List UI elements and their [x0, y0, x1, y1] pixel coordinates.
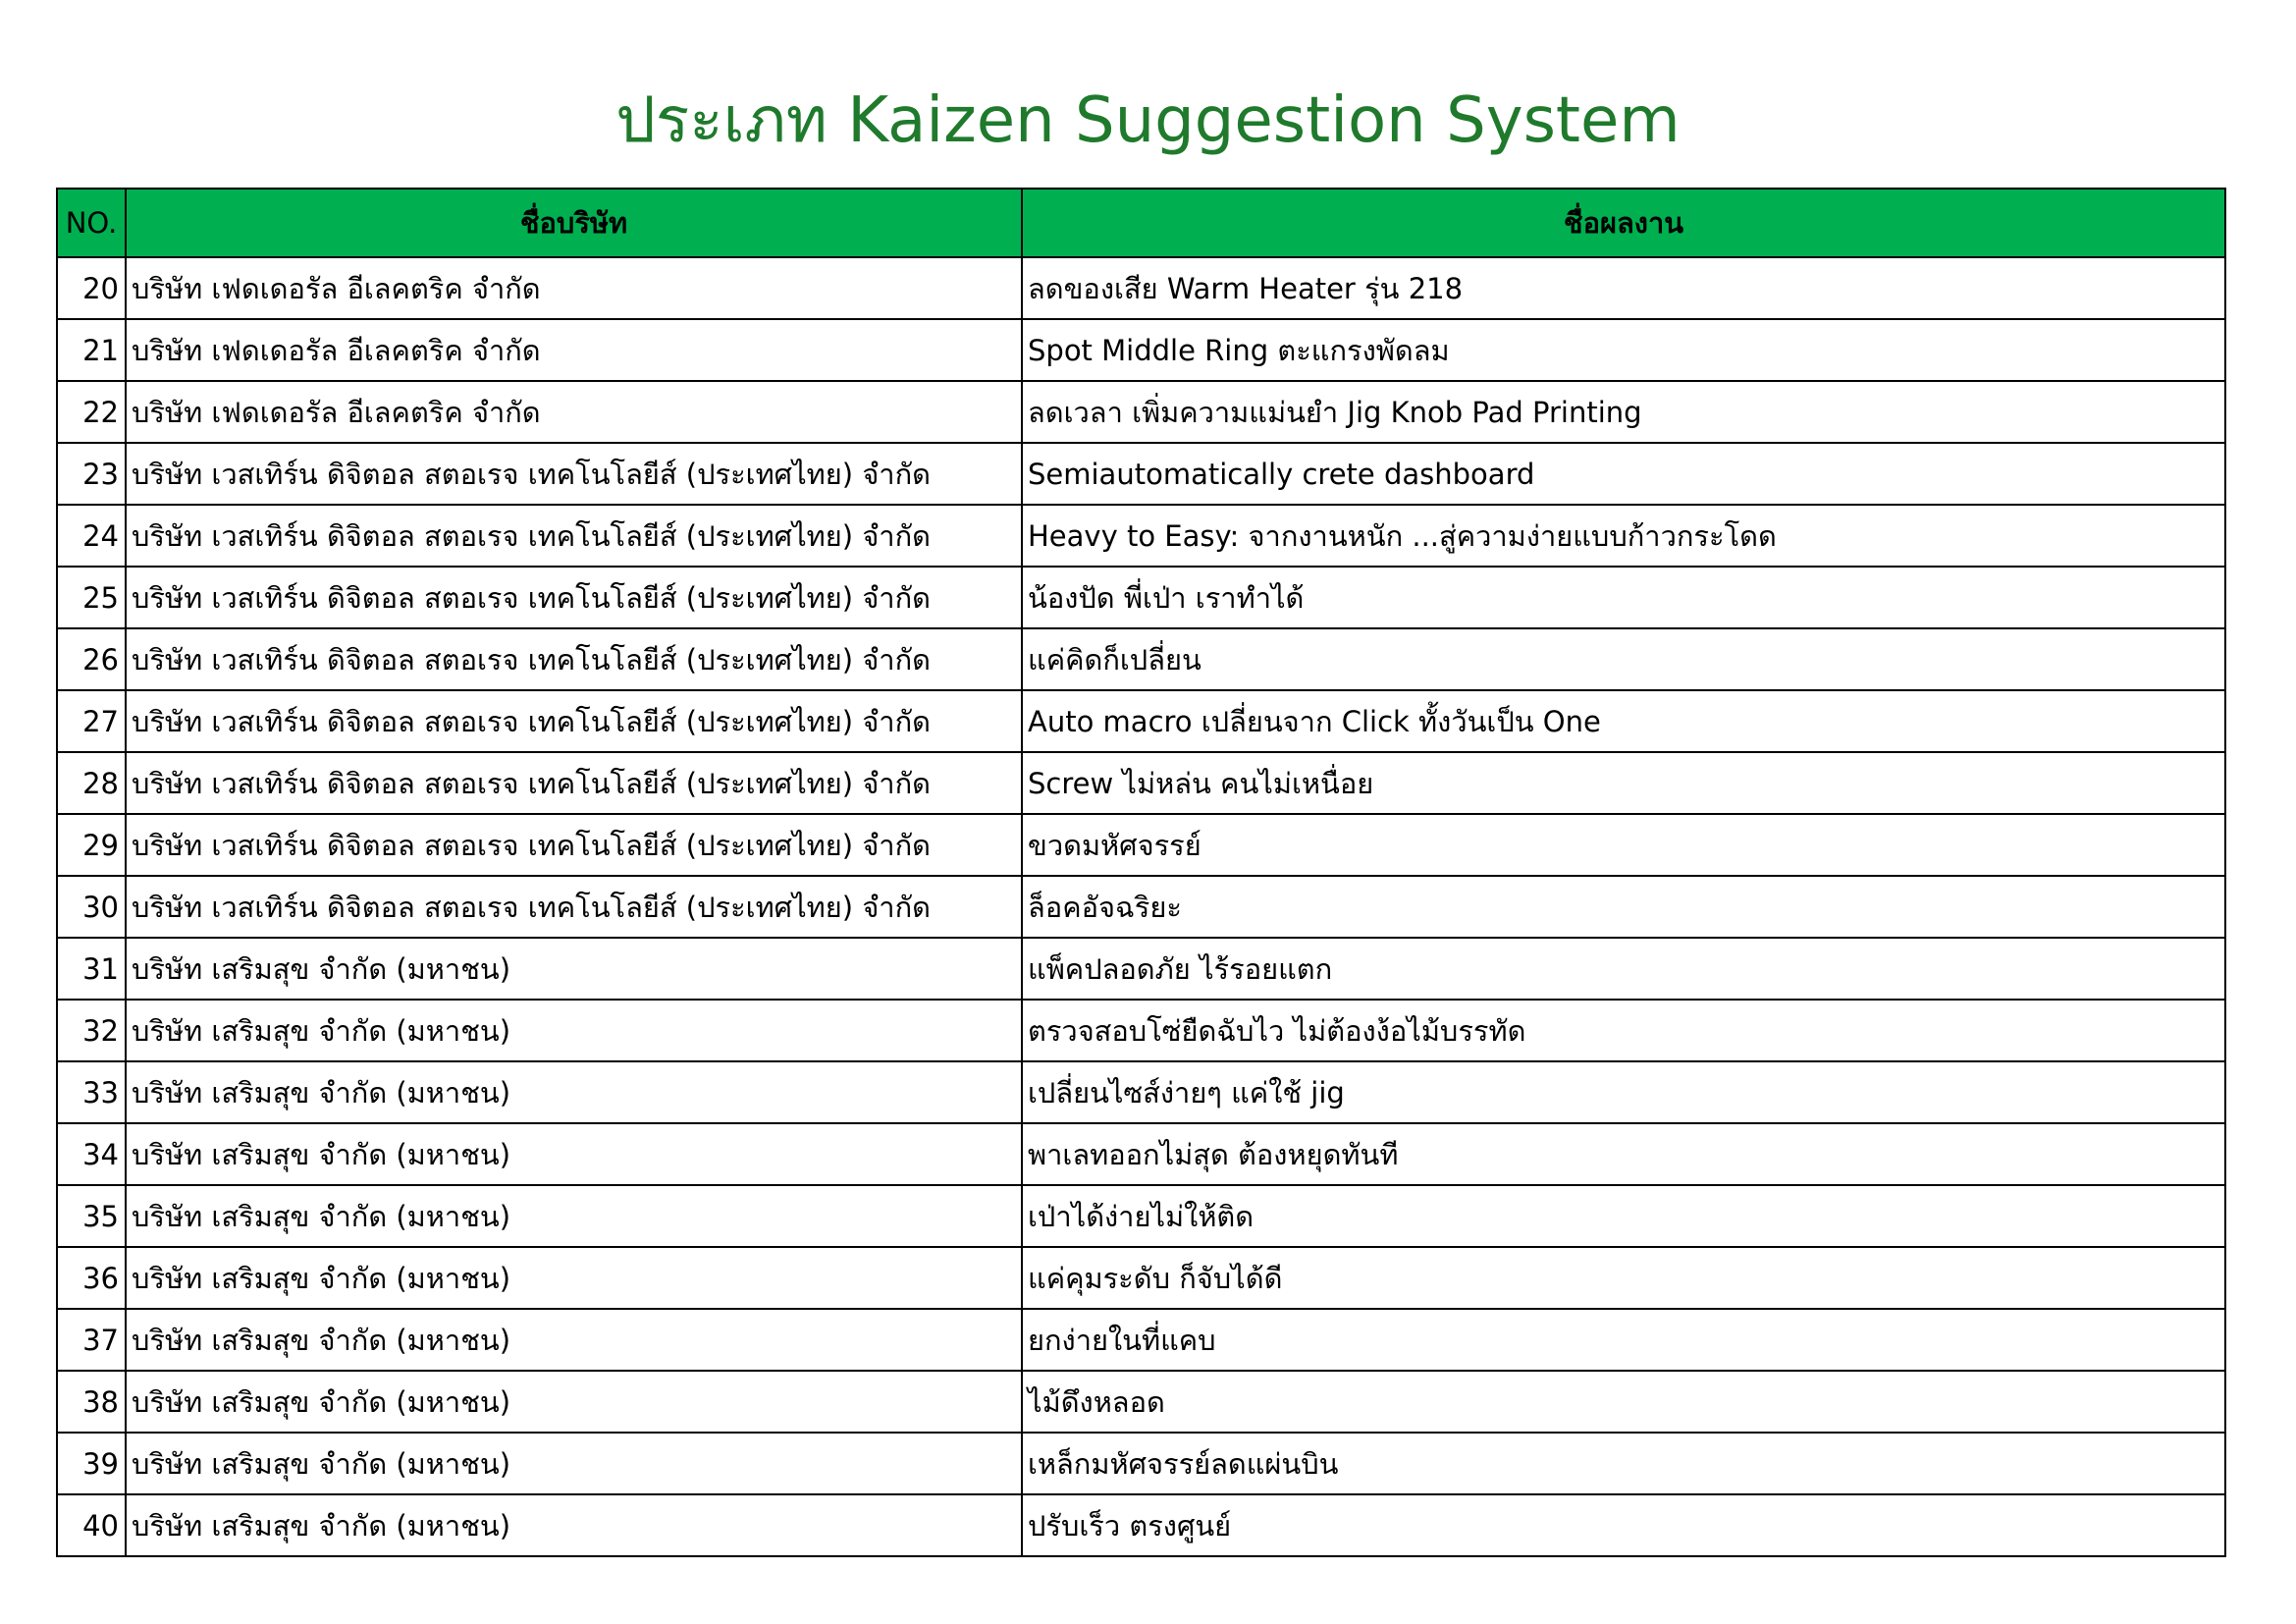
cell-no: 20 — [57, 257, 126, 319]
cell-work-title: ลดของเสีย Warm Heater รุ่น 218 — [1022, 257, 2225, 319]
cell-work-title: ตรวจสอบโซ่ยืดฉับไว ไม่ต้องง้อไม้บรรทัด — [1022, 1000, 2225, 1061]
table-row — [57, 1309, 2225, 1371]
cell-company-name: บริษัท เสริมสุข จำกัด (มหาชน) — [126, 1000, 1022, 1061]
cell-company-name: บริษัท เสริมสุข จำกัด (มหาชน) — [126, 1433, 1022, 1494]
cell-no: 24 — [57, 505, 126, 567]
cell-no: 26 — [57, 628, 126, 690]
cell-company-name: บริษัท เวสเทิร์น ดิจิตอล สตอเรจ เทคโนโลยีส์ (ประเทศไทย) จำกัด — [126, 505, 1022, 567]
cell-work-title: ปรับเร็ว ตรงศูนย์ — [1022, 1494, 2225, 1556]
table-row — [57, 814, 2225, 876]
table-row — [57, 567, 2225, 628]
table-row — [57, 381, 2225, 443]
table-row — [57, 690, 2225, 752]
page-title: ประเภท Kaizen Suggestion System — [615, 84, 1681, 157]
cell-company-name: บริษัท เฟดเดอรัล อีเลคตริค จำกัด — [126, 257, 1022, 319]
table-row — [57, 1123, 2225, 1185]
cell-no: 40 — [57, 1494, 126, 1556]
cell-company-name: บริษัท เสริมสุข จำกัด (มหาชน) — [126, 1247, 1022, 1309]
cell-no: 22 — [57, 381, 126, 443]
table-row — [57, 257, 2225, 319]
cell-no: 28 — [57, 752, 126, 814]
table-row — [57, 1433, 2225, 1494]
cell-company-name: บริษัท เฟดเดอรัล อีเลคตริค จำกัด — [126, 319, 1022, 381]
column-header-company: ชื่อบริษัท — [126, 189, 1022, 257]
cell-no: 31 — [57, 938, 126, 1000]
cell-no: 21 — [57, 319, 126, 381]
cell-no: 30 — [57, 876, 126, 938]
cell-no: 36 — [57, 1247, 126, 1309]
table-row — [57, 938, 2225, 1000]
cell-company-name: บริษัท เวสเทิร์น ดิจิตอล สตอเรจ เทคโนโลยีส์ (ประเทศไทย) จำกัด — [126, 628, 1022, 690]
cell-company-name: บริษัท เวสเทิร์น ดิจิตอล สตอเรจ เทคโนโลยีส์ (ประเทศไทย) จำกัด — [126, 876, 1022, 938]
cell-company-name: บริษัท เฟดเดอรัล อีเลคตริค จำกัด — [126, 381, 1022, 443]
cell-no: 39 — [57, 1433, 126, 1494]
table-header-row — [57, 189, 2225, 257]
column-header-no: NO. — [57, 189, 126, 257]
table-row — [57, 752, 2225, 814]
table-row — [57, 876, 2225, 938]
cell-work-title: แค่คิดก็เปลี่ยน — [1022, 628, 2225, 690]
table-row — [57, 1371, 2225, 1433]
table-row — [57, 443, 2225, 505]
cell-work-title: ยกง่ายในที่แคบ — [1022, 1309, 2225, 1371]
cell-no: 37 — [57, 1309, 126, 1371]
cell-company-name: บริษัท เวสเทิร์น ดิจิตอล สตอเรจ เทคโนโลยีส์ (ประเทศไทย) จำกัด — [126, 443, 1022, 505]
cell-work-title: น้องปัด พี่เป่า เราทำได้ — [1022, 567, 2225, 628]
cell-work-title: ขวดมหัศจรรย์ — [1022, 814, 2225, 876]
cell-company-name: บริษัท เวสเทิร์น ดิจิตอล สตอเรจ เทคโนโลยีส์ (ประเทศไทย) จำกัด — [126, 752, 1022, 814]
cell-no: 32 — [57, 1000, 126, 1061]
cell-work-title: พาเลทออกไม่สุด ต้องหยุดทันที — [1022, 1123, 2225, 1185]
kaizen-table-container — [56, 188, 2224, 1557]
cell-work-title: แค่คุมระดับ ก็จับได้ดี — [1022, 1247, 2225, 1309]
cell-company-name: บริษัท เสริมสุข จำกัด (มหาชน) — [126, 1185, 1022, 1247]
cell-company-name: บริษัท เสริมสุข จำกัด (มหาชน) — [126, 1371, 1022, 1433]
cell-work-title: ล็อคอัจฉริยะ — [1022, 876, 2225, 938]
cell-company-name: บริษัท เสริมสุข จำกัด (มหาชน) — [126, 1061, 1022, 1123]
cell-no: 34 — [57, 1123, 126, 1185]
cell-work-title: ลดเวลา เพิ่มความแม่นยำ Jig Knob Pad Printing — [1022, 381, 2225, 443]
cell-work-title: Auto macro เปลี่ยนจาก Click ทั้งวันเป็น One — [1022, 690, 2225, 752]
cell-work-title: เป่าได้ง่ายไม่ให้ติด — [1022, 1185, 2225, 1247]
table-body — [57, 257, 2225, 1556]
kaizen-table — [56, 188, 2226, 1557]
cell-work-title: Semiautomatically crete dashboard — [1022, 443, 2225, 505]
table-row — [57, 1494, 2225, 1556]
table-row — [57, 1247, 2225, 1309]
table-row — [57, 1000, 2225, 1061]
cell-work-title: แพ็คปลอดภัย ไร้รอยแตก — [1022, 938, 2225, 1000]
cell-no: 27 — [57, 690, 126, 752]
table-row — [57, 628, 2225, 690]
cell-company-name: บริษัท เวสเทิร์น ดิจิตอล สตอเรจ เทคโนโลยีส์ (ประเทศไทย) จำกัด — [126, 814, 1022, 876]
cell-company-name: บริษัท เสริมสุข จำกัด (มหาชน) — [126, 1494, 1022, 1556]
cell-company-name: บริษัท เสริมสุข จำกัด (มหาชน) — [126, 1123, 1022, 1185]
cell-company-name: บริษัท เสริมสุข จำกัด (มหาชน) — [126, 938, 1022, 1000]
cell-no: 38 — [57, 1371, 126, 1433]
cell-no: 23 — [57, 443, 126, 505]
cell-work-title: Spot Middle Ring ตะแกรงพัดลม — [1022, 319, 2225, 381]
cell-no: 35 — [57, 1185, 126, 1247]
cell-no: 33 — [57, 1061, 126, 1123]
cell-work-title: ไม้ดึงหลอด — [1022, 1371, 2225, 1433]
column-header-work: ชื่อผลงาน — [1022, 189, 2225, 257]
table-row — [57, 1061, 2225, 1123]
table-row — [57, 505, 2225, 567]
cell-work-title: Screw ไม่หล่น คนไม่เหนื่อย — [1022, 752, 2225, 814]
cell-work-title: Heavy to Easy: จากงานหนัก ...สู่ความง่ายแบบก้าวกระโดด — [1022, 505, 2225, 567]
cell-work-title: เหล็กมหัศจรรย์ลดแผ่นบิน — [1022, 1433, 2225, 1494]
cell-work-title: เปลี่ยนไซส์ง่ายๆ แค่ใช้ jig — [1022, 1061, 2225, 1123]
cell-no: 29 — [57, 814, 126, 876]
cell-company-name: บริษัท เสริมสุข จำกัด (มหาชน) — [126, 1309, 1022, 1371]
table-row — [57, 319, 2225, 381]
cell-company-name: บริษัท เวสเทิร์น ดิจิตอล สตอเรจ เทคโนโลยีส์ (ประเทศไทย) จำกัด — [126, 567, 1022, 628]
cell-company-name: บริษัท เวสเทิร์น ดิจิตอล สตอเรจ เทคโนโลยีส์ (ประเทศไทย) จำกัด — [126, 690, 1022, 752]
cell-no: 25 — [57, 567, 126, 628]
table-row — [57, 1185, 2225, 1247]
